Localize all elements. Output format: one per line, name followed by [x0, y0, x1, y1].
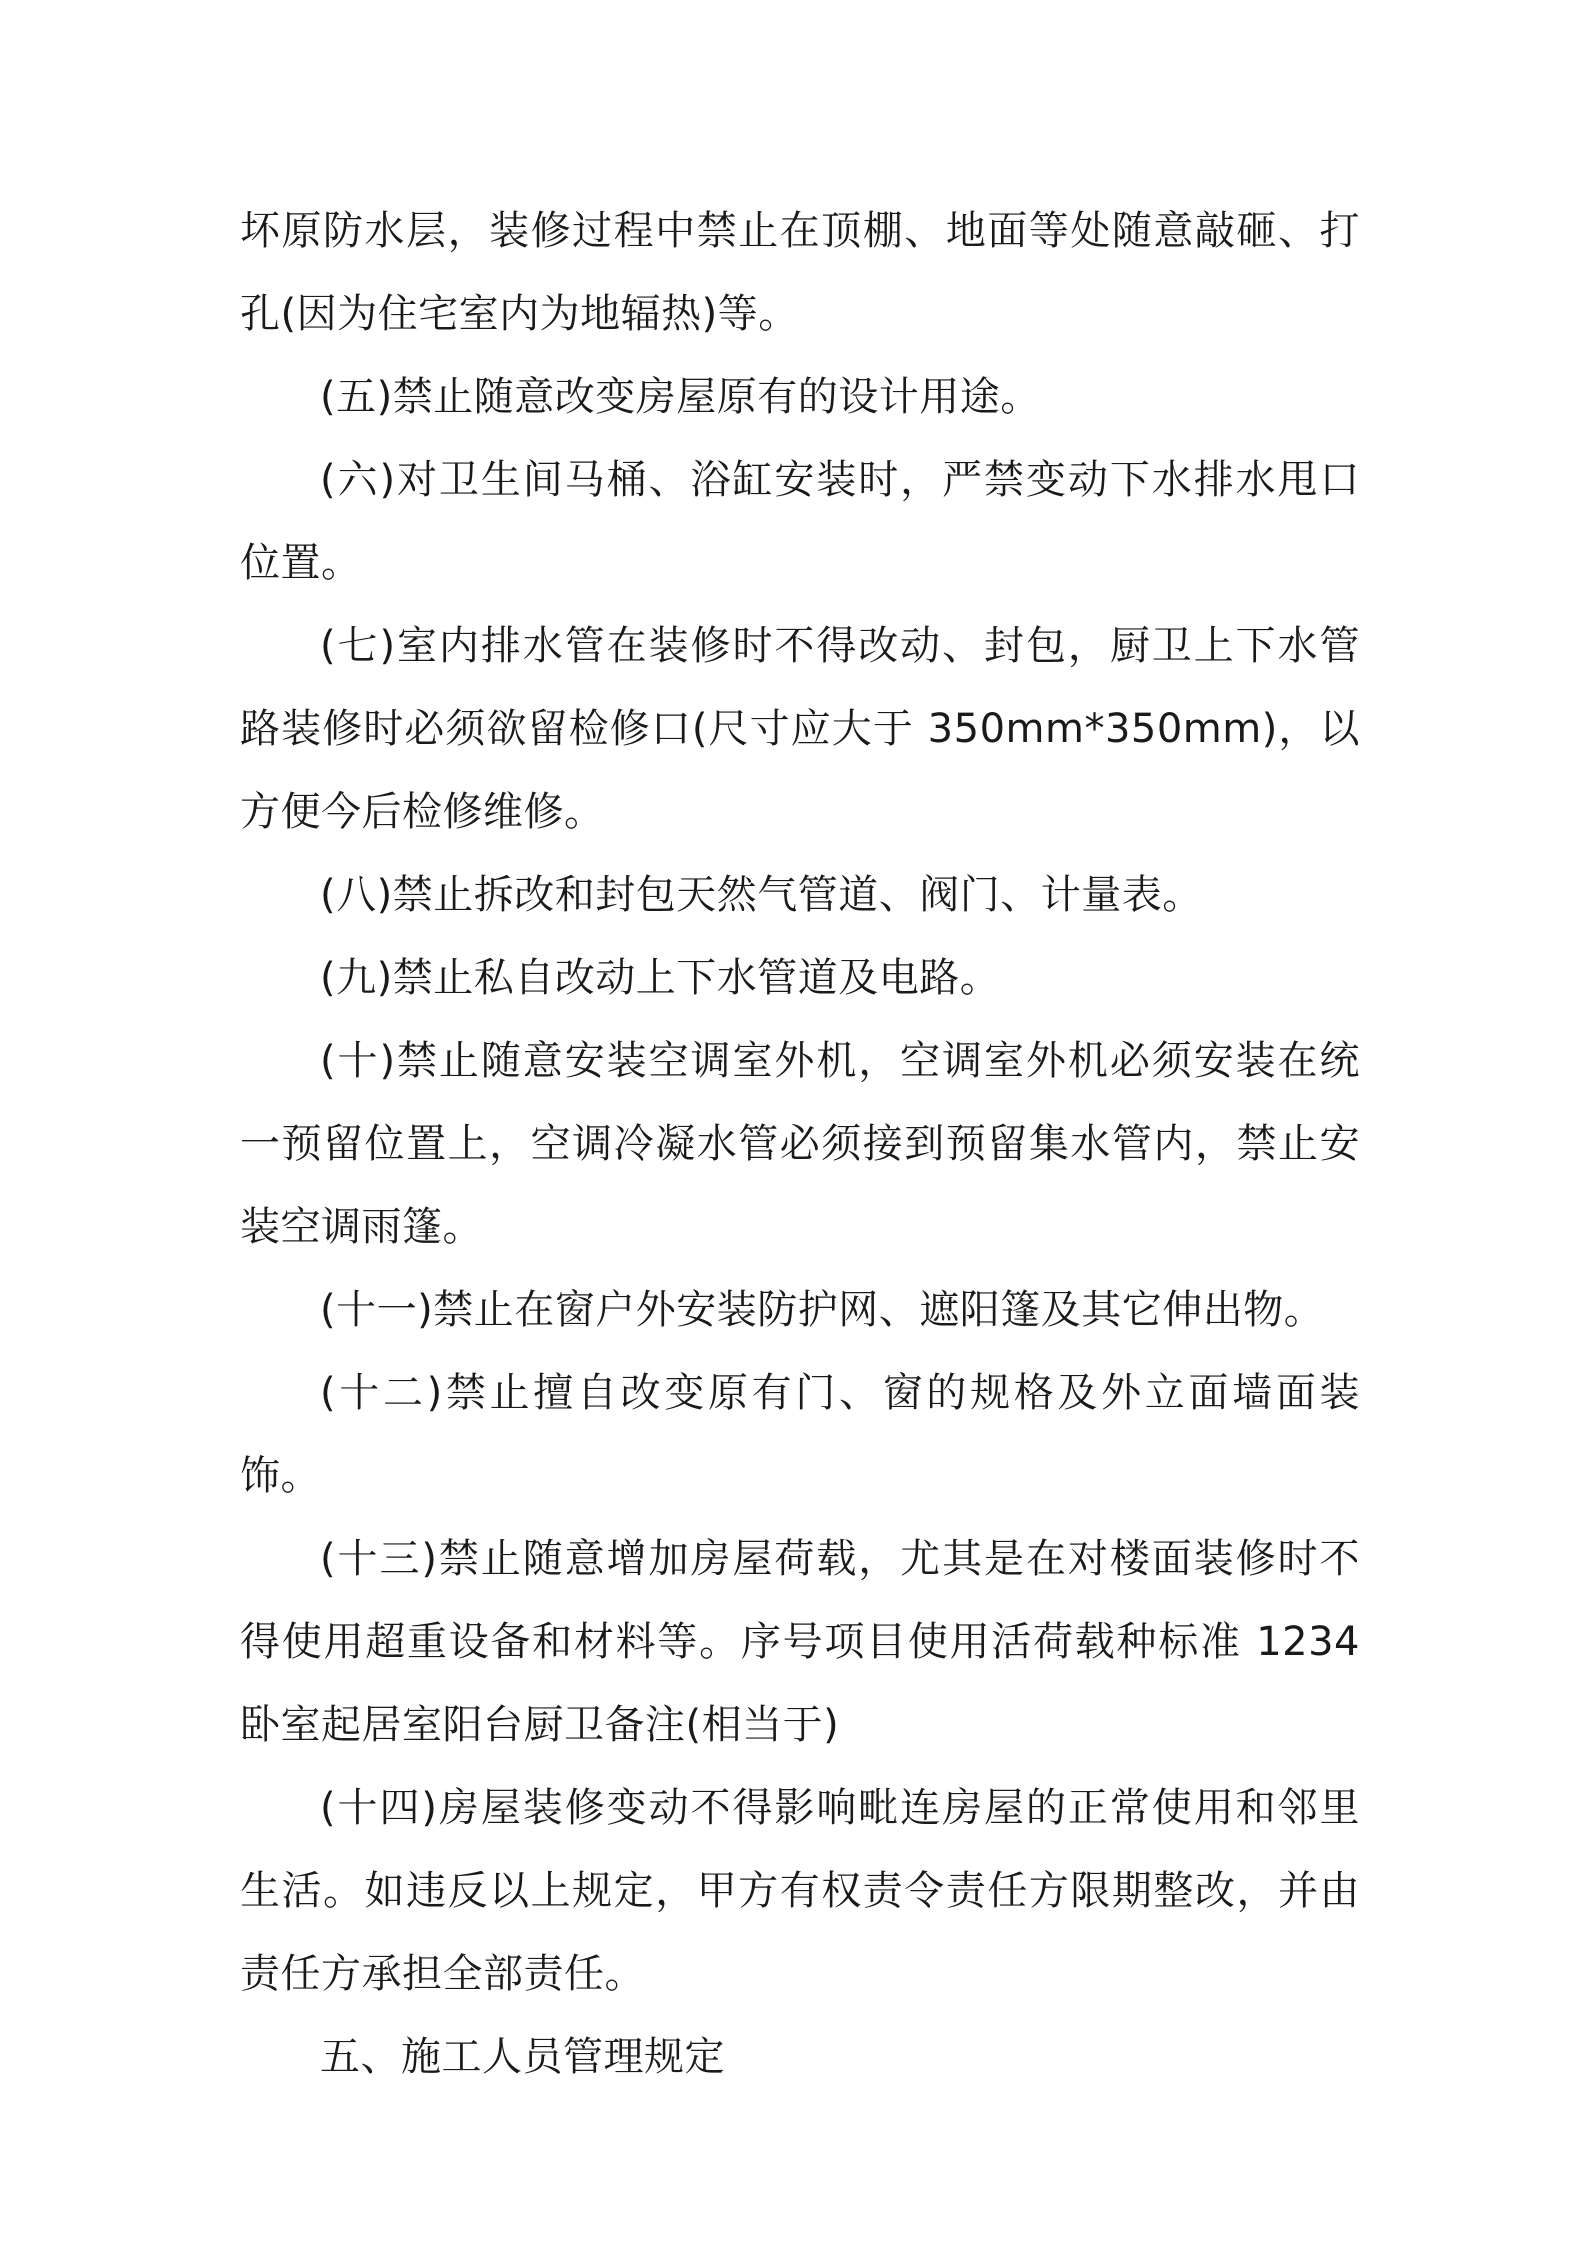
paragraph-item-14: (十四)房屋装修变动不得影响毗连房屋的正常使用和邻里生活。如违反以上规定，甲方有权责令责任方限期整改，并由责任方承担全部责任。 — [240, 1785, 1360, 1997]
paragraph-item-13: (十三)禁止随意增加房屋荷载，尤其是在对楼面装修时不得使用超重设备和材料等。序号项目使用活荷载种标准 1234 卧室起居室阳台厨卫备注(相当于) — [240, 1536, 1360, 1748]
paragraph-item-7: (七)室内排水管在装修时不得改动、封包，厨卫上下水管路装修时必须欲留检修口(尺寸应大于 350mm*350mm)，以方便今后检修维修。 — [240, 623, 1360, 835]
paragraph-item-6: (六)对卫生间马桶、浴缸安装时，严禁变动下水排水甩口位置。 — [240, 457, 1360, 586]
paragraph-item-11: (十一)禁止在窗户外安装防护网、遮阳篷及其它伸出物。 — [320, 1287, 1325, 1333]
paragraph-item-12: (十二)禁止擅自改变原有门、窗的规格及外立面墙面装饰。 — [240, 1370, 1360, 1499]
paragraph-item-9: (九)禁止私自改动上下水管道及电路。 — [320, 955, 1001, 1001]
paragraph-item-10: (十)禁止随意安装空调室外机，空调室外机必须安装在统一预留位置上，空调冷凝水管必须接到预留集水管内，禁止安装空调雨篷。 — [240, 1038, 1360, 1250]
paragraph-continuation: 坏原防水层，装修过程中禁止在顶棚、地面等处随意敲砸、打孔(因为住宅室内为地辐热)等。 — [240, 208, 1360, 337]
section-heading: 五、施工人员管理规定 — [320, 2034, 725, 2080]
paragraph-item-8: (八)禁止拆改和封包天然气管道、阀门、计量表。 — [320, 872, 1203, 918]
document-body — [240, 190, 1360, 2099]
paragraph-item-5: (五)禁止随意改变房屋原有的设计用途。 — [320, 374, 1041, 420]
